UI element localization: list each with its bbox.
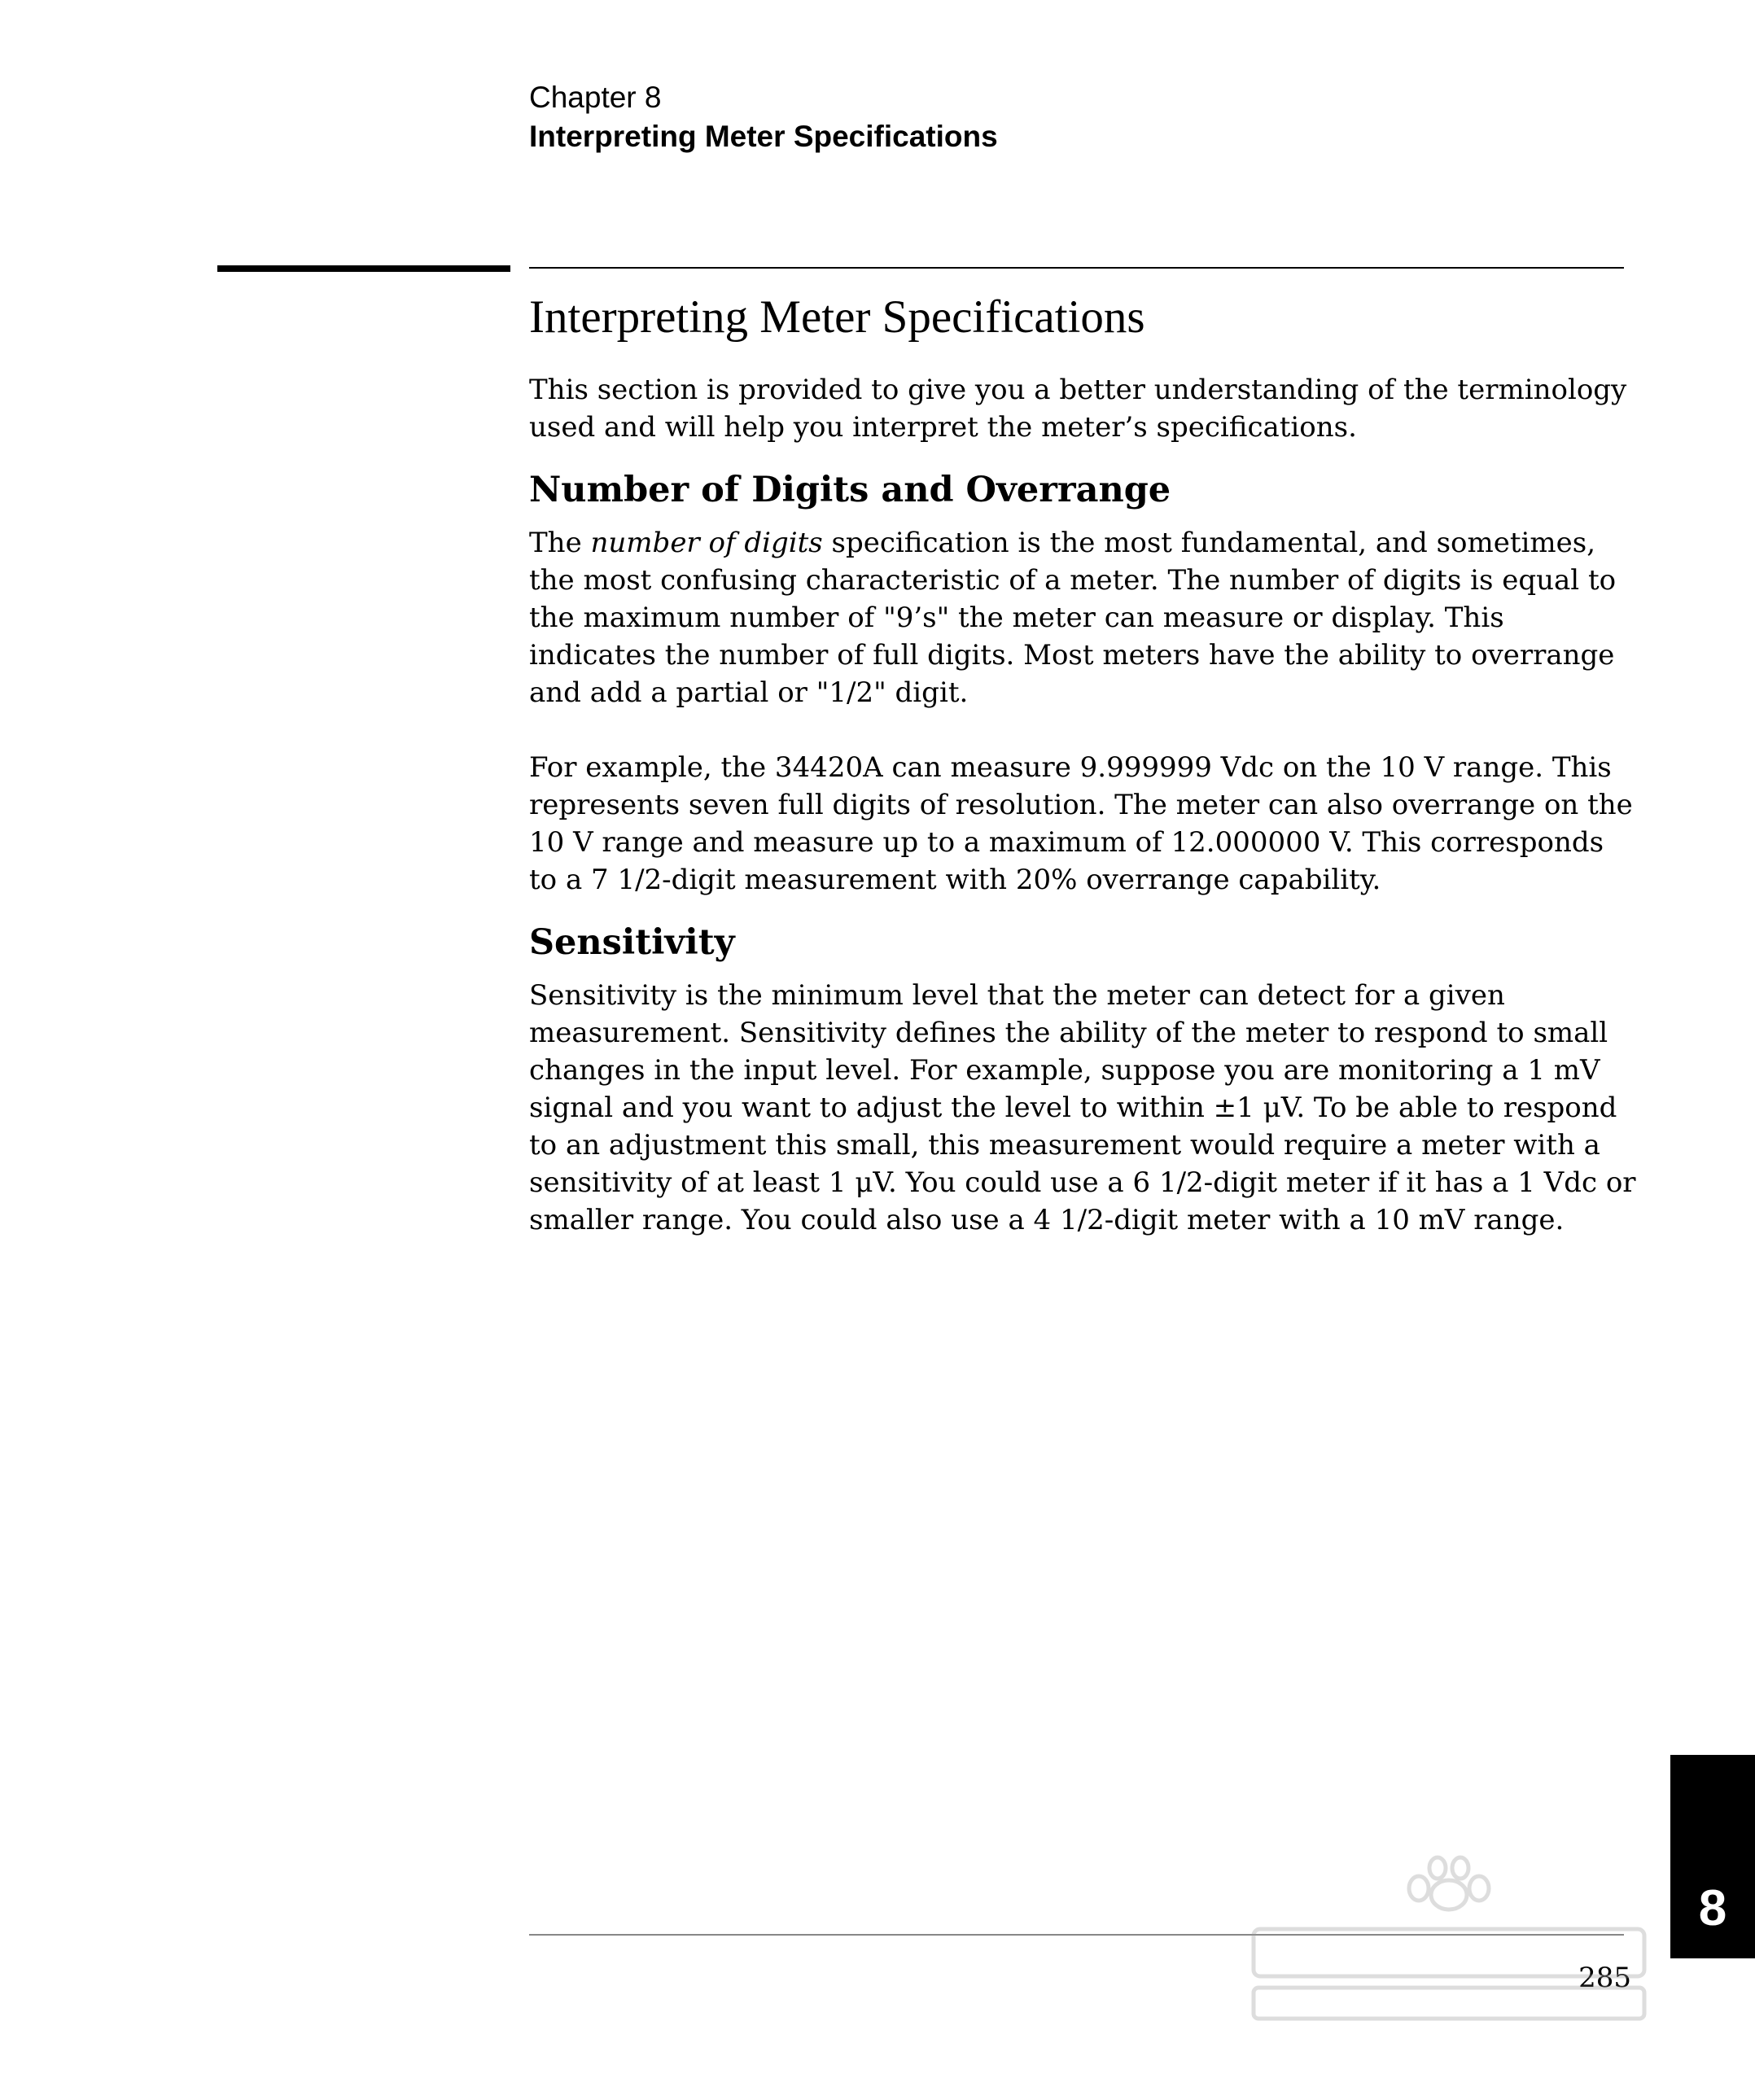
section-intro: This section is provided to give you a better understanding of the terminology used and will help you interpret the meter’s specifications. [529, 374, 1627, 444]
digits-paragraph-1 [529, 524, 1636, 711]
page-content [529, 287, 1636, 1239]
page-number: 285 [1578, 1962, 1631, 1994]
chapter-tab [1670, 1755, 1755, 1958]
footer-rule [529, 1934, 1624, 1936]
section-title: Interpreting Meter Specifications [529, 291, 1145, 343]
chapter-title: Interpreting Meter Specifications [529, 120, 998, 153]
digits-p1-before: The [529, 527, 591, 559]
section-rule-thick [217, 265, 510, 272]
digits-heading: Number of Digits and Overrange [529, 470, 1171, 510]
digits-paragraph-2: For example, the 34420A can measure 9.999999 Vdc on the 10 V range. This represents seven full digits of resolution. The meter can also overrange on the 10 V range and measure up to a maximum of 12.000000 V. This corresponds to a 7 1/2-digit measurement with 20% overrange capability. [529, 751, 1633, 896]
sensitivity-heading: Sensitivity [529, 922, 735, 963]
digits-p1-after: specification is the most fundamental, and sometimes, the most confusing characteristic of a meter. The number of digits is equal to the maximum number of "9’s" the meter can measure or display. This indicates the number of full digits. Most meters have the ability to overrange and add a partial or "1/2" digit. [529, 527, 1617, 709]
digits-p1-term: number of digits [590, 527, 823, 559]
chapter-label: Chapter 8 [529, 81, 662, 114]
baidu-watermark-logo [1245, 1831, 1652, 2027]
running-header [529, 78, 998, 156]
sensitivity-paragraph: Sensitivity is the minimum level that the meter can detect for a given measurement. Sensitivity defines the ability of the meter to respond to small changes in the input level. For example, suppose you are monitoring a 1 mV signal and you want to adjust the level to within ±1 μV. To be able to respond to an adjustment this small, this measurement would require a meter with a sensitivity of at least 1 μV. You could use a 6 1/2-digit meter if it has a 1 Vdc or smaller range. You could also use a 4 1/2-digit meter with a 10 mV range. [529, 979, 1636, 1236]
section-rule-thin [529, 267, 1624, 269]
chapter-tab-number: 8 [1698, 1880, 1727, 1936]
